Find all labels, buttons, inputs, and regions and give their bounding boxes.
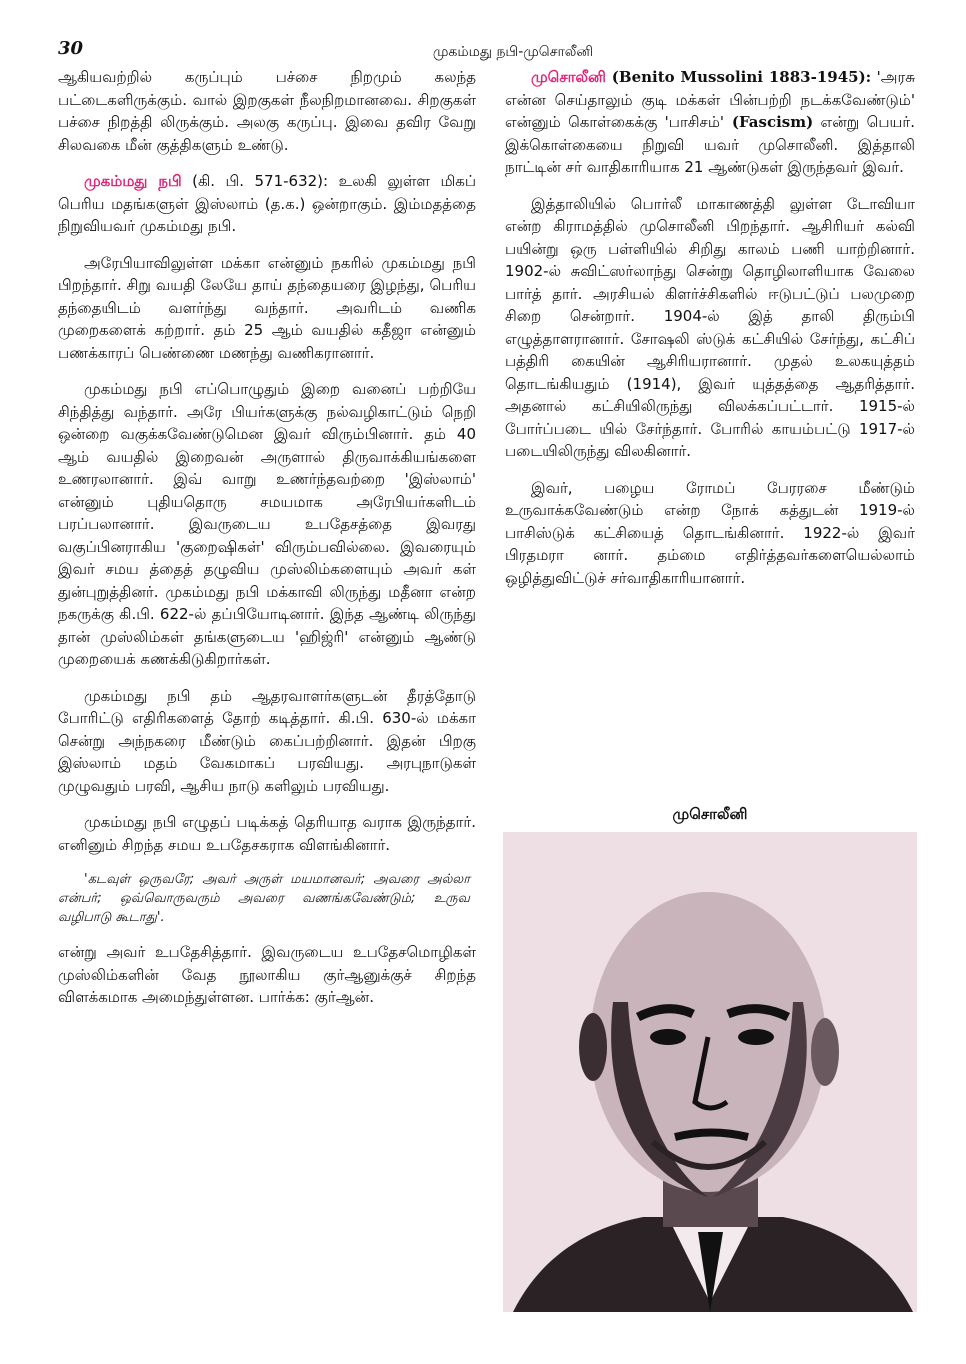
paragraph: இத்தாலியில் பொர்லீ மாகாணத்தி லுள்ள டோவியா என்ற கிராமத்தில் முசொலீனி பிறந்தார். ஆசிரியர் கல்வி பயின்று ஒரு பள்ளியில் சிறிது காலம் பணி யாற்றினார். 1902-ல் சுவிட்ஸர்லாந்து சென்று தொழிலாளியாக வேலை பார்த் தார். அரசியல் கிளர்ச்சிகளில் ஈடுபட்டுப் பலமுறை சிறை சென்றார். 1904-ல் இத் தாலி திரும்பி எழுத்தாளரானார். சோஷலி ஸ்டுக் கட்சியில் சேர்ந்து, கட்சிப் பத்திரி கையின் ஆசிரியரானார். முதல் உலகயுத்தம் தொடங்கியதும் (1914), இவர் யுத்தத்தை ஆதரித்தார். அதனால் கட்சியிலிருந்து விலக்கப்பட்டார். 1915-ல் போர்ப்படை யில் சேர்ந்தார். போரில் காயம்பட்டு 1917-ல் படையிலிருந்து விலகினார்.	[505, 194, 915, 460]
paragraph: அரேபியாவிலுள்ள மக்கா என்னும் நகரில் முகம்மது நபி பிறந்தார். சிறு வயதி லேயே தாய் தந்தையரை இழந்து, பெரிய தந்தையிடம் வளர்ந்து வந்தார். அவரிடம் வணிக முறைகளைக் கற்றார். தம் 25 ஆம் வயதில் கதீஜா என்னும் பணக்காரப் பெண்ணை மணந்து வணிகரானார்.	[58, 253, 476, 362]
english-term: (Fascism)	[724, 113, 814, 131]
paragraph: ஆகியவற்றில் கருப்பும் பச்சை நிறமும் கலந்த பட்டைகளிருக்கும். வால் இறகுகள் நீலநிறமானவை. சிறகுகள் பச்சை நிறத்தி லிருக்கும். அலகு கருப்பு. இவை தவிர வேறு சிலவகை மீன் குத்திகளும் உண்டு.	[58, 68, 476, 154]
english-name: (Benito Mussolini 1883-1945):	[605, 68, 872, 86]
running-head: முகம்மது நபி-முசொலீனி	[432, 44, 594, 60]
portrait-image	[503, 832, 917, 1312]
paragraph: என்று அவர் உபதேசித்தார். இவருடைய உபதேசமொழிகள் முஸ்லிம்களின் வேத நூலாகிய குர்ஆனுக்குச் சிறந்த விளக்கமாக அமைந்துள்ளன. பார்க்க: குர்ஆன்.	[58, 943, 476, 1006]
entry-mussolini	[505, 66, 915, 179]
right-column	[505, 66, 915, 603]
paragraph-text: (கி. பி. 571-632): உலகி லுள்ள மிகப் பெரிய மதங்களுள் இஸ்லாம் (த.க.) ஒன்றாகும். இம்மதத்தை நிறுவியவர் முகம்மது நபி.	[58, 172, 476, 235]
paragraph: இவர், பழைய ரோமப் பேரரசை மீண்டும் உருவாக்கவேண்டும் என்ற நோக் கத்துடன் 1919-ல் பாசிஸ்டுக் கட்சியைத் தொடங்கினார். 1922-ல் இவர் பிரதமரா னார். தம்மை எதிர்த்தவர்களையெல்லாம் ஒழித்துவிட்டுச் சர்வாதிகாரியானார்.	[505, 478, 915, 587]
entry-heading: முகம்மது நபி	[84, 172, 182, 190]
paragraph: முகம்மது நபி எப்பொழுதும் இறை வனைப் பற்றியே சிந்தித்து வந்தார். அரே பியர்களுக்கு நல்வழிகாட்டும் நெறி ஒன்றை வகுக்கவேண்டுமென இவர் விரும்பினார். தம் 40 ஆம் வயதில் இறைவன் அருளால் திருவாக்கியங்களை உணரலானார். இவ் வாறு உணர்ந்தவற்றை 'இஸ்லாம்' என்னும் புதியதொரு சமயமாக அரேபியர்களிடம் பரப்பலானார். இவருடைய உபதேசத்தை இவரது வகுப்பினராகிய 'குறைஷிகள்' விரும்பவில்லை. இவரையும் இவர் சமய த்தைத் தழுவிய முஸ்லிம்களையும் அவர் கள் துன்புறுத்தினர். முகம்மது நபி மக்காவி லிருந்து மதீனா என்ற நகருக்கு கி.பி. 622-ல் தப்பியோடினார். இந்த ஆண்டி லிருந்து தான் முஸ்லிம்கள் தங்களுடைய 'ஹிஜ்ரி' என்னும் ஆண்டு முறையைக் கணக்கிடுகிறார்கள்.	[58, 380, 476, 668]
quotation: 'கடவுள் ஒருவரே; அவர் அருள் மயமானவர்; அவரை அல்லா என்பர்; ஒவ்வொருவரும் அவரை வணங்கவேண்டும்; உருவ வழிபாடு கூடாது'.	[58, 872, 470, 925]
paragraph: முகம்மது நபி எழுதப் படிக்கத் தெரியாத வராக இருந்தார். எனினும் சிறந்த சமய உபதேசகராக விளங்கினார்.	[58, 813, 476, 854]
paragraph-text: என்று பெயர். இக்கொள்கையை நிறுவி யவர் முசொலீனி. இத்தாலி நாட்டின் சர் வாதிகாரியாக 21 ஆண்டுகள் இருந்தவர் இவர்.	[505, 113, 915, 176]
paragraph: முகம்மது நபி தம் ஆதரவாளர்களுடன் தீரத்தோடு போரிட்டு எதிரிகளைத் தோற் கடித்தார். கி.பி. 630-ல் மக்கா சென்று அந்நகரை மீண்டும் கைப்பற்றினார். இதன் பிறகு இஸ்லாம் மதம் வேகமாகப் பரவியது. அரபுநாடுகள் முழுவதும் பரவி, ஆசிய நாடு களிலும் பரவியது.	[58, 686, 476, 795]
paragraph-text: 'அரசு என்ன செய்தாலும் குடி மக்கள் பின்பற்றி நடக்கவேண்டும்' என்னும் கொள்கைக்கு 'பாசிசம்'	[505, 68, 915, 131]
page-number: 30	[58, 38, 84, 59]
entry-muhammad	[58, 170, 476, 238]
left-column	[58, 66, 476, 1023]
portrait-caption: முசொலீனி	[672, 805, 748, 823]
entry-heading: முசொலீனி	[531, 68, 606, 86]
portrait-drawing	[503, 832, 917, 1312]
